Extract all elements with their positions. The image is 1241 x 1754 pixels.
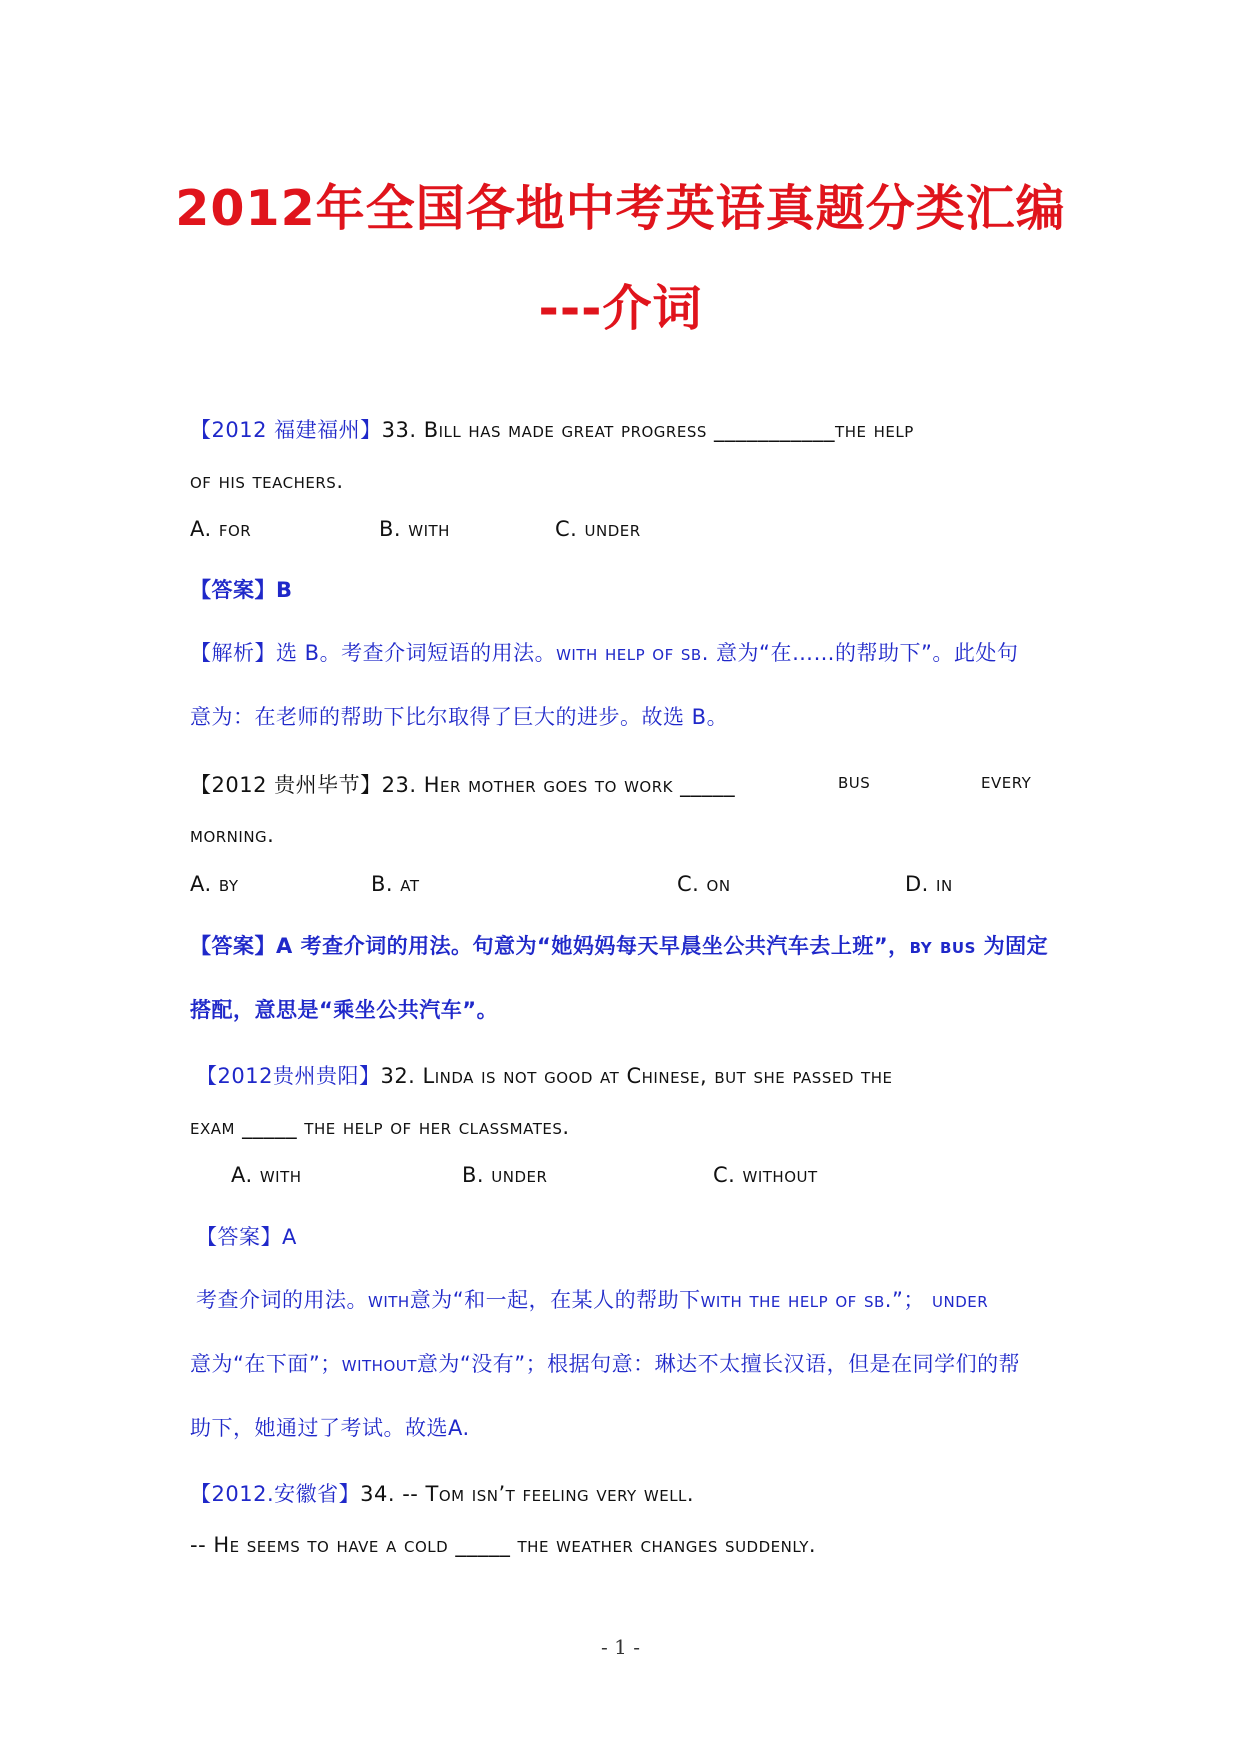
question-3-stem-text: 32. Linda is not good at Chinese, but she passed the: [380, 1064, 893, 1088]
question-2-source: 【2012 贵州毕节】: [190, 773, 382, 797]
question-1-stem: [190, 414, 914, 444]
question-1-source: 【2012 福建福州】: [190, 418, 382, 442]
question-2-option-b: B. at: [371, 872, 420, 896]
page-number: - 1 -: [601, 1635, 640, 1659]
document-title: 2012年全国各地中考英语真题分类汇编: [175, 180, 1066, 237]
question-3-option-a: A. with: [231, 1163, 302, 1187]
question-1-answer: 【答案】B: [190, 578, 293, 602]
question-2-stem-bus: bus: [838, 769, 871, 793]
question-3-stem: [196, 1060, 892, 1090]
question-1-option-a: A. for: [190, 517, 252, 541]
question-4-stem: [190, 1478, 694, 1508]
question-2-option-d: D. in: [905, 872, 953, 896]
question-1-analysis: 【解析】选 B。考查介词短语的用法。with help of sb. 意为“在……的帮助下”。此处句: [190, 641, 1019, 665]
question-2-stem-text: 23. Her mother goes to work _____: [381, 773, 736, 797]
question-3-option-c: C. without: [713, 1163, 818, 1187]
question-1-analysis-continued: 意为：在老师的帮助下比尔取得了巨大的进步。故选 B。: [190, 705, 729, 729]
question-1-option-c: C. under: [555, 517, 641, 541]
question-3-stem-continued: exam _____ the help of her classmates.: [190, 1115, 570, 1139]
question-4-stem-continued: -- He seems to have a cold _____ the weather changes suddenly.: [190, 1533, 817, 1557]
question-3-analysis-end: 助下，她通过了考试。故选A.: [190, 1416, 470, 1440]
question-4-source: 【2012.安徽省】: [190, 1482, 361, 1506]
question-3-option-b: B. under: [462, 1163, 548, 1187]
question-1-stem-continued: of his teachers.: [190, 469, 344, 493]
question-3-answer: 【答案】A: [196, 1225, 297, 1249]
question-1-option-b: B. with: [379, 517, 450, 541]
question-3-analysis-continued: 意为“在下面”；without意为“没有”；根据句意：琳达不太擅长汉语，但是在同学们的帮: [190, 1352, 1021, 1376]
question-2-answer-continued: 搭配，意思是“乘坐公共汽车”。: [190, 998, 499, 1022]
question-1-stem-text: 33. Bill has made great progress ___________the help: [381, 418, 914, 442]
question-2-option-a: A. by: [190, 872, 239, 896]
question-2-stem: [190, 769, 735, 799]
question-2-option-c: C. on: [677, 872, 731, 896]
question-3-analysis: 考查介词的用法。with意为“和一起，在某人的帮助下with the help of sb.”； under: [196, 1288, 989, 1312]
question-2-stem-every: every: [981, 769, 1032, 793]
question-2-answer: 【答案】A 考查介词的用法。句意为“她妈妈每天早晨坐公共汽车去上班”，by bus 为固定: [190, 934, 1049, 958]
document-subtitle: ---介词: [538, 280, 703, 337]
question-4-stem-text: 34. -- Tom isn’t feeling very well.: [360, 1482, 695, 1506]
question-3-source: 【2012贵州贵阳】: [196, 1064, 381, 1088]
question-2-stem-continued: morning.: [190, 823, 275, 847]
